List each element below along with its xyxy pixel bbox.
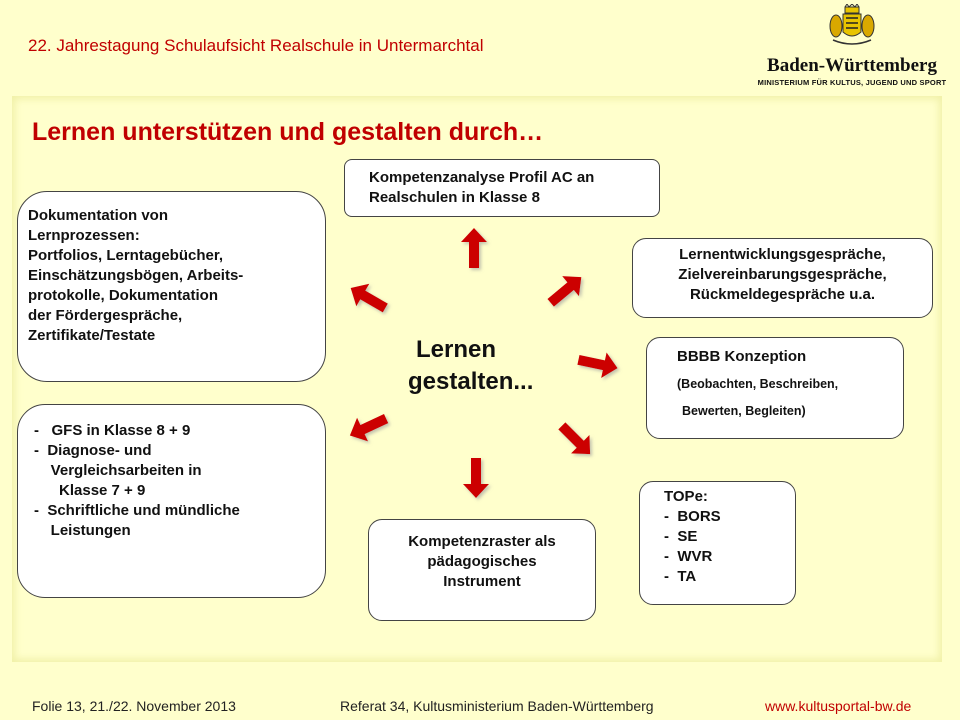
box-line: Portfolios, Lerntagebücher, <box>28 247 224 264</box>
list-item: - BORS <box>664 508 721 525</box>
box-title: BBBB Konzeption <box>677 348 807 365</box>
box-line: protokolle, Dokumentation <box>28 287 219 304</box>
box-lernentwicklung <box>632 238 933 318</box>
logo-ministry: MINISTERIUM FÜR KULTUS, JUGEND UND SPORT <box>757 78 947 87</box>
box-line: Realschulen in Klasse 8 <box>369 189 540 206</box>
box-line: Kompetenzanalyse Profil AC an <box>369 169 595 186</box>
list-item: - TA <box>664 568 697 585</box>
footer-right[interactable] <box>765 698 911 714</box>
box-line: Bewerten, Begleiten) <box>682 404 806 418</box>
center-label <box>408 334 533 398</box>
box-kompetenzraster <box>368 519 596 621</box>
footer-left: Folie 13, 21./22. November 2013 <box>32 698 236 714</box>
footer-middle: Referat 34, Kultusministerium Baden-Württemberg <box>340 698 654 714</box>
box-line: Dokumentation von <box>28 207 169 224</box>
header-title: 22. Jahrestagung Schulaufsicht Realschule in Untermarchtal <box>28 36 484 55</box>
logo-name: Baden-Württemberg <box>767 55 937 76</box>
ministry-logo <box>752 4 952 87</box>
box-kompetenzanalyse <box>344 159 660 217</box>
box-line: Zertifikate/Testate <box>28 327 156 344</box>
box-gfs <box>17 404 326 598</box>
website-link[interactable]: www.kultusportal-bw.de <box>765 698 912 714</box>
center-line-1: Lernen <box>416 336 497 363</box>
box-line: (Beobachten, Beschreiben, <box>677 377 839 391</box>
box-line: pädagogisches <box>427 553 537 570</box>
list-item: Klasse 7 + 9 <box>34 482 146 499</box>
list-item: Leistungen <box>34 522 131 539</box>
list-item: Vergleichsarbeiten in <box>34 462 202 479</box>
box-dokumentation <box>17 191 326 382</box>
list-item: - Diagnose- und <box>34 442 152 459</box>
box-tope <box>639 481 796 605</box>
slide-title: Lernen unterstützen und gestalten durch… <box>32 118 544 146</box>
box-line: Zielvereinbarungsgespräche, <box>678 266 887 283</box>
coat-of-arms-icon <box>827 4 877 48</box>
list-item: - SE <box>664 528 698 545</box>
box-line: der Fördergespräche, <box>28 307 183 324</box>
box-title: TOPe: <box>664 488 708 505</box>
list-item: - GFS in Klasse 8 + 9 <box>34 422 191 439</box>
box-line: Lernprozessen: <box>28 227 140 244</box>
box-line: Einschätzungsbögen, Arbeits- <box>28 267 244 284</box>
box-bbbb <box>646 337 904 439</box>
box-line: Instrument <box>443 573 521 590</box>
box-line: Lernentwicklungsgespräche, <box>679 246 886 263</box>
list-item: - Schriftliche und mündliche <box>34 502 240 519</box>
box-line: Kompetenzraster als <box>408 533 556 550</box>
box-line: Rückmeldegespräche u.a. <box>689 286 876 303</box>
center-line-2: gestalten... <box>408 368 534 395</box>
list-item: - WVR <box>664 548 713 565</box>
